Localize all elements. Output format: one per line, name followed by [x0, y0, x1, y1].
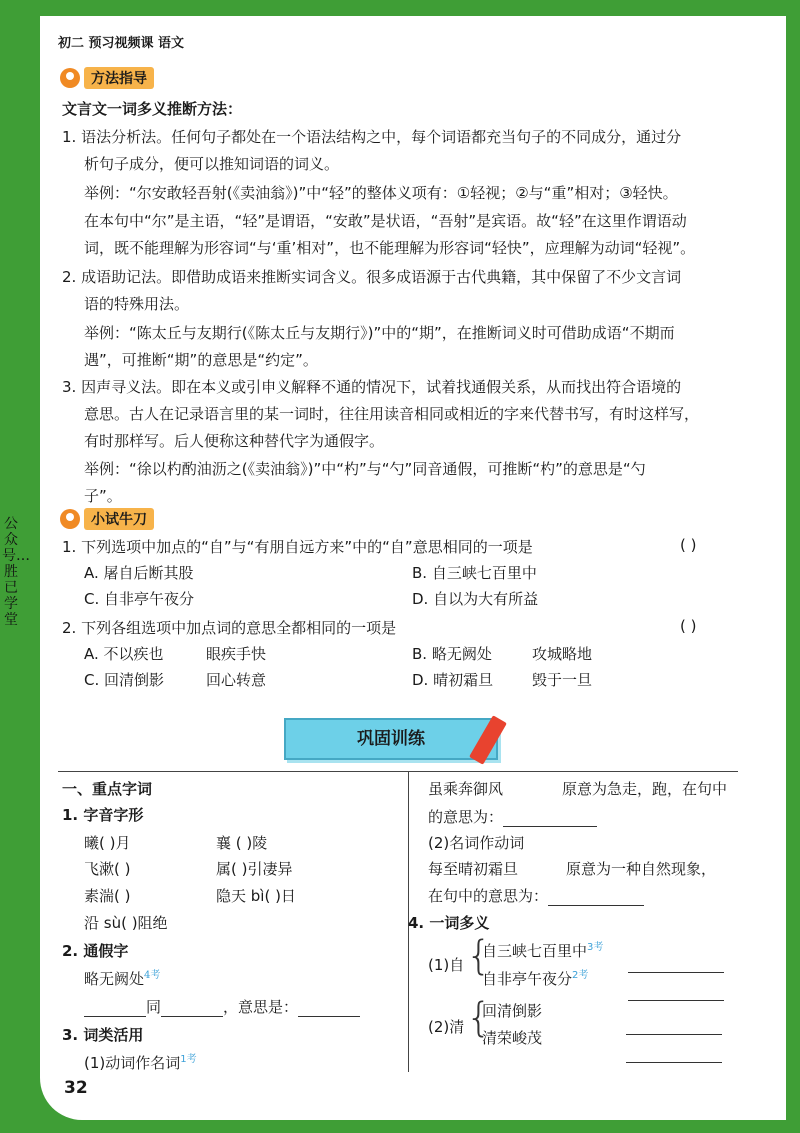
- polysemy-text: 自非亭午夜分: [482, 970, 573, 988]
- polysemy-item: [482, 966, 588, 989]
- method-line: 有时那样写。后人便称这种替代字为通假字。: [84, 432, 385, 450]
- polysemy-group-label: (1)自: [428, 956, 465, 974]
- polysemy-group-label: (2)清: [428, 1018, 465, 1036]
- method-line: 2. 成语助记法。即借助成语来推断实词含义。很多成语源于古代典籍，其中保留了不少文言词: [62, 268, 682, 286]
- polysemy-text: 回清倒影: [482, 1002, 543, 1020]
- polysemy-text: 自三峡七百里中: [482, 942, 588, 960]
- quiz-option: C. 回清倒影: [84, 671, 165, 689]
- method-line: 举例：“陈太丘与友期行(《陈太丘与友期行》)”中的“期”，在推断词义时可借助成语“不期而: [84, 324, 675, 342]
- exam-count: 1考: [180, 1054, 197, 1065]
- person-icon: [60, 68, 80, 88]
- example-sentence: 虽乘奔御风: [428, 780, 504, 798]
- method-line: 在本句中“尔”是主语，“轻”是谓语，“安敢”是状语，“吾射”是宾语。故“轻”在这里作谓语动: [84, 212, 687, 230]
- exam-count: 2考: [572, 970, 589, 981]
- noun-as-verb: (2)名词作动词: [428, 834, 525, 852]
- heading-polysemy: 4. 一词多义: [408, 914, 490, 932]
- answer-paren: ( ): [680, 617, 697, 635]
- polysemy-text: 清荣峻茂: [482, 1029, 543, 1047]
- method-tag-label: 方法指导: [84, 67, 154, 89]
- answer-blank[interactable]: [628, 971, 724, 973]
- method-intro: 文言文一词多义推断方法：: [62, 100, 243, 118]
- method-line: 语的特殊用法。: [84, 295, 190, 313]
- quiz-option: D. 自以为大有所益: [412, 590, 539, 608]
- answer-blank[interactable]: [84, 1016, 146, 1017]
- method-line: 3. 因声寻义法。即在本义或引申义解释不通的情况下，试着找通假关系，从而找出符合语境的: [62, 378, 682, 396]
- header-title: 初二 预习视频课 语文: [58, 36, 185, 51]
- quiz-question-2: 2. 下列各组选项中加点词的意思全都相同的一项是: [62, 619, 397, 637]
- answer-blank[interactable]: [626, 1033, 722, 1035]
- quiz-option: D. 晴初霜旦: [412, 671, 494, 689]
- pinyin-item: 曦( )月: [84, 834, 131, 852]
- pinyin-item: 飞漱( ): [84, 860, 131, 878]
- pinyin-item: 隐天 bì( )日: [216, 887, 296, 905]
- quiz-option: 眼疾手快: [206, 645, 267, 663]
- tongjia-example: [84, 966, 160, 989]
- heading-key-words: 一、重点字词: [62, 780, 153, 798]
- quiz-option: C. 自非亭午夜分: [84, 590, 195, 608]
- method-line: 举例：“徐以杓酌油沥之(《卖油翁》)”中“杓”与“勺”同音通假，可推断“杓”的意思是“勺: [84, 460, 646, 478]
- method-line: 1. 语法分析法。任何句子都处在一个语法结构之中，每个词语都充当句子的不同成分，通过分: [62, 128, 682, 146]
- answer-blank[interactable]: [161, 1016, 223, 1017]
- example-note: 原意为一种自然现象，: [566, 860, 717, 878]
- quiz-option: 攻城略地: [532, 645, 593, 663]
- tongjia-blank-row: [84, 996, 360, 1017]
- method-line: 析句子成分，便可以推知词语的词义。: [84, 155, 340, 173]
- quiz-option: B. 略无阙处: [412, 645, 492, 663]
- pinyin-item: 素湍( ): [84, 887, 131, 905]
- quiz-option: B. 自三峡七百里中: [412, 564, 537, 582]
- answer-paren: ( ): [680, 536, 697, 554]
- pinyin-item: 属( )引凄异: [216, 860, 293, 878]
- hand-icon: [60, 509, 80, 529]
- quiz-tag: [60, 508, 154, 530]
- pinyin-item: 沿 sù( )阻绝: [84, 914, 168, 932]
- quiz-option: A. 不以疾也: [84, 645, 164, 663]
- verb-as-noun-label: (1)动词作名词: [84, 1054, 181, 1072]
- quiz-question-1: 1. 下列选项中加点的“自”与“有朋自远方来”中的“自”意思相同的一项是: [62, 538, 533, 556]
- meaning-label: ，意思是：: [223, 998, 299, 1016]
- exam-count: 3考: [587, 942, 604, 953]
- answer-blank[interactable]: [503, 826, 597, 827]
- answer-blank[interactable]: [548, 905, 644, 906]
- method-line: 遇”，可推断“期”的意思是“约定”。: [84, 351, 318, 369]
- example-note: 原意为急走，跑，在句中: [562, 780, 728, 798]
- answer-blank-wrap: [626, 1044, 722, 1063]
- heading-word-class: 3. 词类活用: [62, 1026, 144, 1044]
- section-divider: [58, 771, 738, 772]
- heading-tongjia: 2. 通假字: [62, 942, 129, 960]
- brace: {: [466, 995, 492, 1041]
- same-label: 同: [146, 998, 162, 1016]
- side-watermark: 公众号…胜已学堂: [2, 516, 30, 628]
- method-line: 意思。古人在记录语言里的某一词时，往往用读音相同或相近的字来代替书写，有时这样写，: [84, 405, 700, 423]
- method-line: 子”。: [84, 487, 122, 505]
- pinyin-item: 襄 ( )陵: [216, 834, 268, 852]
- quiz-option: A. 屠自后断其股: [84, 564, 194, 582]
- quiz-tag-label: 小试牛刀: [84, 508, 154, 530]
- method-tag: [60, 67, 154, 89]
- exam-count: 4考: [144, 970, 161, 981]
- brace: {: [466, 933, 492, 979]
- method-line: 举例：“尔安敢轻吾射(《卖油翁》)”中“轻”的整体义项有：①轻视；②与“重”相对；③轻快。: [84, 184, 678, 202]
- answer-blank-wrap: [628, 982, 724, 1001]
- verb-as-noun: [84, 1050, 197, 1073]
- heading-pronunciation: 1. 字音字形: [62, 806, 144, 824]
- page-number: 32: [64, 1078, 88, 1098]
- quiz-option: 回心转意: [206, 671, 267, 689]
- meaning-row: [428, 885, 644, 906]
- tongjia-text: 略无阙处: [84, 970, 145, 988]
- meaning-row: [428, 806, 597, 827]
- quiz-option: 毁于一旦: [532, 671, 593, 689]
- example-sentence: 每至晴初霜旦: [428, 860, 519, 878]
- answer-blank[interactable]: [626, 1061, 722, 1063]
- polysemy-item: [482, 938, 603, 961]
- method-line: 词，既不能理解为形容词“与‘重’相对”，也不能理解为形容词“轻快”，应理解为动词“轻视”。: [84, 239, 696, 257]
- answer-blank-wrap: [628, 954, 724, 973]
- meaning-label: 在句中的意思为：: [428, 887, 549, 905]
- answer-blank[interactable]: [298, 1016, 360, 1017]
- answer-blank[interactable]: [628, 999, 724, 1001]
- meaning-label: 的意思为：: [428, 808, 504, 826]
- answer-blank-wrap: [626, 1016, 722, 1035]
- section-banner: 巩固训练: [284, 718, 498, 760]
